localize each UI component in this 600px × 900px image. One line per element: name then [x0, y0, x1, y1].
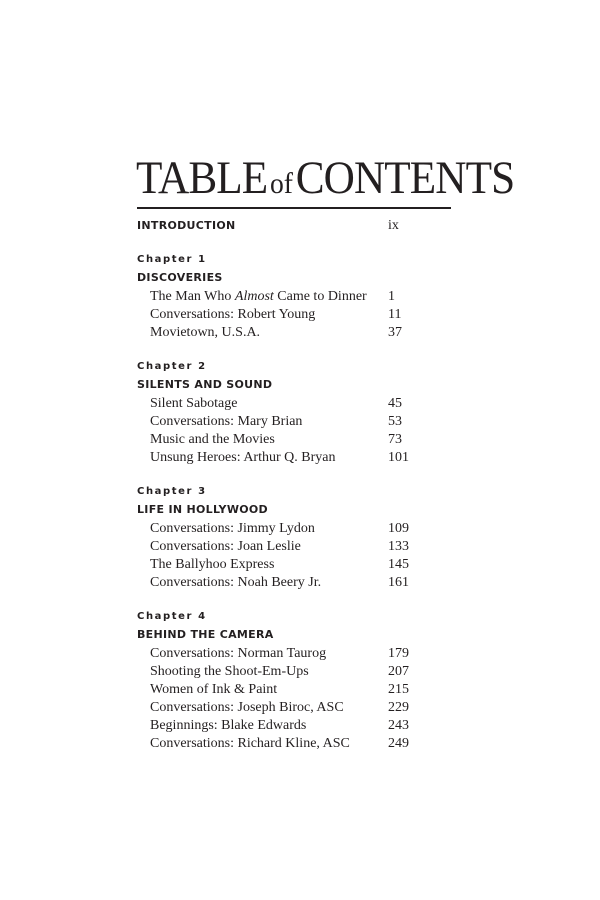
toc-entry[interactable] [137, 431, 457, 449]
chapter-list [137, 251, 457, 753]
toc-entry-title [137, 395, 388, 413]
chapter-label: Chapter 4 [137, 611, 207, 622]
toc-entry[interactable] [137, 395, 457, 413]
entry-title-emphasis: Almost [234, 289, 274, 304]
entry-title-text: Conversations: Mary Brian [150, 414, 303, 429]
entry-title-text: Music and the Movies [150, 432, 275, 447]
toc-page-number: 45 [388, 396, 402, 411]
table-of-contents [137, 217, 457, 753]
toc-introduction-row[interactable] [137, 217, 457, 235]
entry-title-text: Unsung Heroes: Arthur Q. Bryan [150, 450, 336, 465]
toc-entry-title [137, 431, 388, 449]
toc-entry[interactable] [137, 288, 457, 306]
toc-entry[interactable] [137, 556, 457, 574]
toc-page-number: 73 [388, 432, 402, 447]
entry-title-text: Beginnings: Blake Edwards [150, 718, 307, 733]
toc-entry[interactable] [137, 645, 457, 663]
entry-title-text: Movietown, U.S.A. [150, 325, 261, 340]
toc-page-number: 133 [388, 539, 409, 554]
toc-page-number: 37 [388, 325, 402, 340]
entry-title-text: Conversations: Noah Beery Jr. [150, 575, 322, 590]
toc-entry-title [137, 520, 388, 538]
toc-entry[interactable] [137, 306, 457, 324]
chapter-section [137, 483, 457, 592]
toc-entry[interactable] [137, 717, 457, 735]
chapter-title: SILENTS AND SOUND [137, 378, 273, 391]
title-underline [137, 207, 451, 209]
toc-entry-title [137, 699, 388, 717]
toc-page-number: 249 [388, 736, 409, 751]
toc-entry-title [137, 681, 388, 699]
toc-page-number: 145 [388, 557, 409, 572]
title-word-table: TABLE [136, 152, 268, 204]
entry-title-text: Conversations: Robert Young [150, 307, 316, 322]
toc-entry-title [137, 574, 388, 592]
toc-page-number: 101 [388, 450, 409, 465]
entry-title-text: Silent Sabotage [150, 396, 238, 411]
toc-entry[interactable] [137, 520, 457, 538]
toc-entry-title [137, 663, 388, 681]
toc-entry-title [137, 288, 388, 306]
entry-title-text: Conversations: Joseph Biroc, ASC [150, 700, 344, 715]
toc-entry[interactable] [137, 413, 457, 431]
entry-title-text: The Man Who [150, 289, 235, 304]
toc-page-number: 109 [388, 521, 409, 536]
entry-title-text: The Ballyhoo Express [150, 557, 275, 572]
toc-entry[interactable] [137, 538, 457, 556]
entry-title-text: Shooting the Shoot-Em-Ups [150, 664, 309, 679]
chapter-title: DISCOVERIES [137, 271, 223, 284]
toc-entry[interactable] [137, 699, 457, 717]
toc-entry-title [137, 306, 388, 324]
chapter-label: Chapter 3 [137, 486, 207, 497]
entry-title-text: Women of Ink & Paint [150, 682, 278, 697]
page-title [136, 150, 515, 212]
introduction-label: INTRODUCTION [137, 219, 236, 232]
toc-entry-title [137, 717, 388, 735]
chapter-section [137, 608, 457, 753]
toc-page-number: 11 [388, 307, 402, 322]
toc-entry[interactable] [137, 663, 457, 681]
title-word-of: of [270, 167, 294, 200]
chapter-title: BEHIND THE CAMERA [137, 628, 274, 641]
entry-title-text: Conversations: Joan Leslie [150, 539, 301, 554]
entry-title-text: Conversations: Jimmy Lydon [150, 521, 315, 536]
chapter-label: Chapter 2 [137, 361, 207, 372]
toc-entry-title [137, 538, 388, 556]
toc-entry-title [137, 324, 388, 342]
toc-page-number: 243 [388, 718, 409, 733]
toc-entry[interactable] [137, 735, 457, 753]
toc-page-number: 53 [388, 414, 402, 429]
chapter-section [137, 251, 457, 342]
toc-entry-title [137, 556, 388, 574]
toc-entry-title [137, 449, 388, 467]
toc-page-number: 1 [388, 289, 395, 304]
toc-page-number: 207 [388, 664, 409, 679]
chapter-section [137, 358, 457, 467]
toc-entry-title [137, 413, 388, 431]
toc-page-number: 161 [388, 575, 409, 590]
entry-title-text: Conversations: Richard Kline, ASC [150, 736, 350, 751]
toc-entry-title [137, 645, 388, 663]
toc-entry-title [137, 735, 388, 753]
title-word-contents: CONTENTS [295, 152, 515, 204]
toc-page-number: 215 [388, 682, 409, 697]
entry-title-text: Conversations: Norman Taurog [150, 646, 327, 661]
chapter-title: LIFE IN HOLLYWOOD [137, 503, 268, 516]
toc-entry[interactable] [137, 449, 457, 467]
toc-page-number: 179 [388, 646, 409, 661]
introduction-page-number: ix [388, 218, 399, 233]
toc-entry[interactable] [137, 324, 457, 342]
toc-page-number: 229 [388, 700, 409, 715]
chapter-label: Chapter 1 [137, 254, 207, 265]
toc-entry[interactable] [137, 681, 457, 699]
toc-entry[interactable] [137, 574, 457, 592]
entry-title-text-end: Came to Dinner [273, 289, 367, 304]
